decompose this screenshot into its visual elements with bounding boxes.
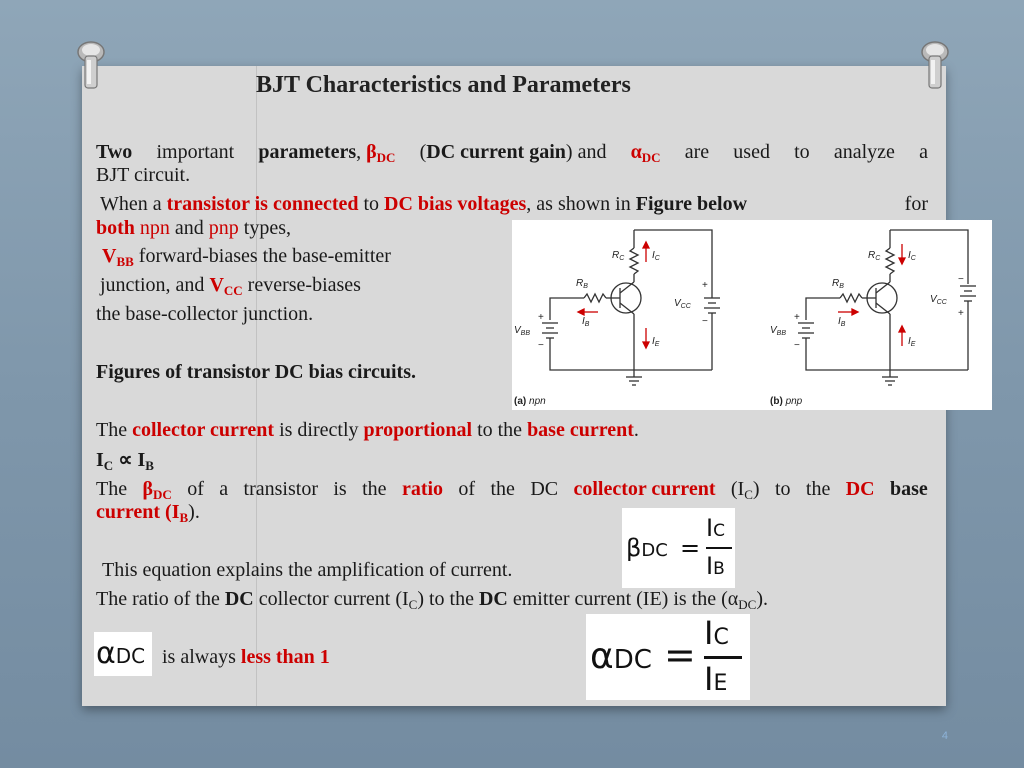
npn-ie-label: $I_E$ xyxy=(652,336,660,348)
pnp-vcc-minus: − xyxy=(958,274,964,285)
npn-rb-label: $R_B$ xyxy=(576,278,588,290)
beta-eq-numerator: IC xyxy=(706,514,725,542)
para3: The collector current is directly proportional to the base current. xyxy=(96,419,639,441)
npn-rc-label: $R_C$ xyxy=(612,250,625,262)
alpha-eq-fraction-bar xyxy=(704,656,742,659)
beta-eq-lhs: βDC xyxy=(626,534,668,562)
pnp-caption: (b) pnp xyxy=(770,396,803,407)
alpha-equation xyxy=(586,614,750,700)
para2-line1: When a transistor is connected to DC bias voltages, as shown in Figure below for xyxy=(100,193,928,215)
alpha-eq-equals: = xyxy=(664,633,696,677)
npn-vcc-minus: − xyxy=(702,316,708,327)
npn-ib-label: $I_B$ xyxy=(582,316,590,328)
pnp-rc-label: $R_C$ xyxy=(868,250,881,262)
bias-circuits-diagram xyxy=(512,220,992,410)
alpha-eq-numerator: IC xyxy=(704,614,729,652)
npn-vbb-plus: + xyxy=(538,312,544,323)
para2-line3: $V_{BB}$ forward-biases the base-emitter xyxy=(102,245,391,269)
beta-equation xyxy=(622,508,735,588)
slide-title: BJT Characteristics and Parameters xyxy=(256,72,631,98)
pnp-vbb-label: $V_{BB}$ xyxy=(770,325,787,337)
npn-vbb-label: $V_{BB}$ xyxy=(514,325,531,337)
pnp-vbb-plus: + xyxy=(794,312,800,323)
less-than-line: is always less than 1 xyxy=(162,646,330,668)
alpha-eq-denominator: IE xyxy=(704,660,728,698)
ib-arrow-npn xyxy=(578,309,584,315)
pnp-ic-label: $I_C$ xyxy=(908,250,916,262)
pnp-vbb-minus: − xyxy=(794,340,800,351)
para2-line4: junction, and $V_{CC}$ reverse-biases xyxy=(100,274,361,298)
page-number: 4 xyxy=(941,730,948,742)
para5: This equation explains the amplification of current. xyxy=(102,559,513,581)
proportional-relation: $I_C \propto I_B$ xyxy=(96,449,154,473)
figure-caption: Figures of transistor DC bias circuits. xyxy=(96,361,416,383)
para4-line2: current $(I_B)$. xyxy=(96,501,200,525)
npn-vcc-plus: + xyxy=(702,280,708,291)
para2-line2: both npn and pnp types, xyxy=(96,217,292,239)
pnp-vcc-label: $V_{CC}$ xyxy=(930,294,947,306)
alpha-eq-lhs: αDC xyxy=(590,636,652,677)
para2-line5: the base-collector junction. xyxy=(96,303,314,325)
bias-circuits-figure xyxy=(512,220,992,410)
para1-line1: Two important parameters, $\beta_{DC}$ (DC current gain) and $\alpha_{DC}$ are used to analyze a xyxy=(96,141,928,165)
beta-eq-denominator: IB xyxy=(706,552,725,580)
pnp-ib-label: $I_B$ xyxy=(838,316,846,328)
pnp-rb-label: $R_B$ xyxy=(832,278,844,290)
left-pin-icon xyxy=(76,40,106,104)
npn-ic-label: $I_C$ xyxy=(652,250,660,262)
pnp-ie-label: $I_E$ xyxy=(908,336,916,348)
npn-vbb-minus: − xyxy=(538,340,544,351)
alpha-dc-symbol: αDC xyxy=(94,632,152,676)
para1-line2: BJT circuit. xyxy=(96,164,191,186)
beta-eq-equals: = xyxy=(680,534,701,562)
npn-vcc-label: $V_{CC}$ xyxy=(674,298,691,310)
pnp-circuit xyxy=(798,230,976,385)
para4-line1: The $\beta_{DC}$ of a transistor is the ratio of the DC collector current $(I_C)$ to the DC base xyxy=(96,478,928,502)
npn-circuit xyxy=(542,230,720,385)
npn-caption: (a) npn xyxy=(514,396,546,407)
beta-eq-fraction-bar xyxy=(706,547,732,549)
pnp-vcc-plus: + xyxy=(958,308,964,319)
para6: The ratio of the DC collector current $(I_C)$ to the DC emitter current (IE) is the $(\alpha_{DC})$. xyxy=(96,588,768,612)
right-pin-icon xyxy=(920,40,950,104)
